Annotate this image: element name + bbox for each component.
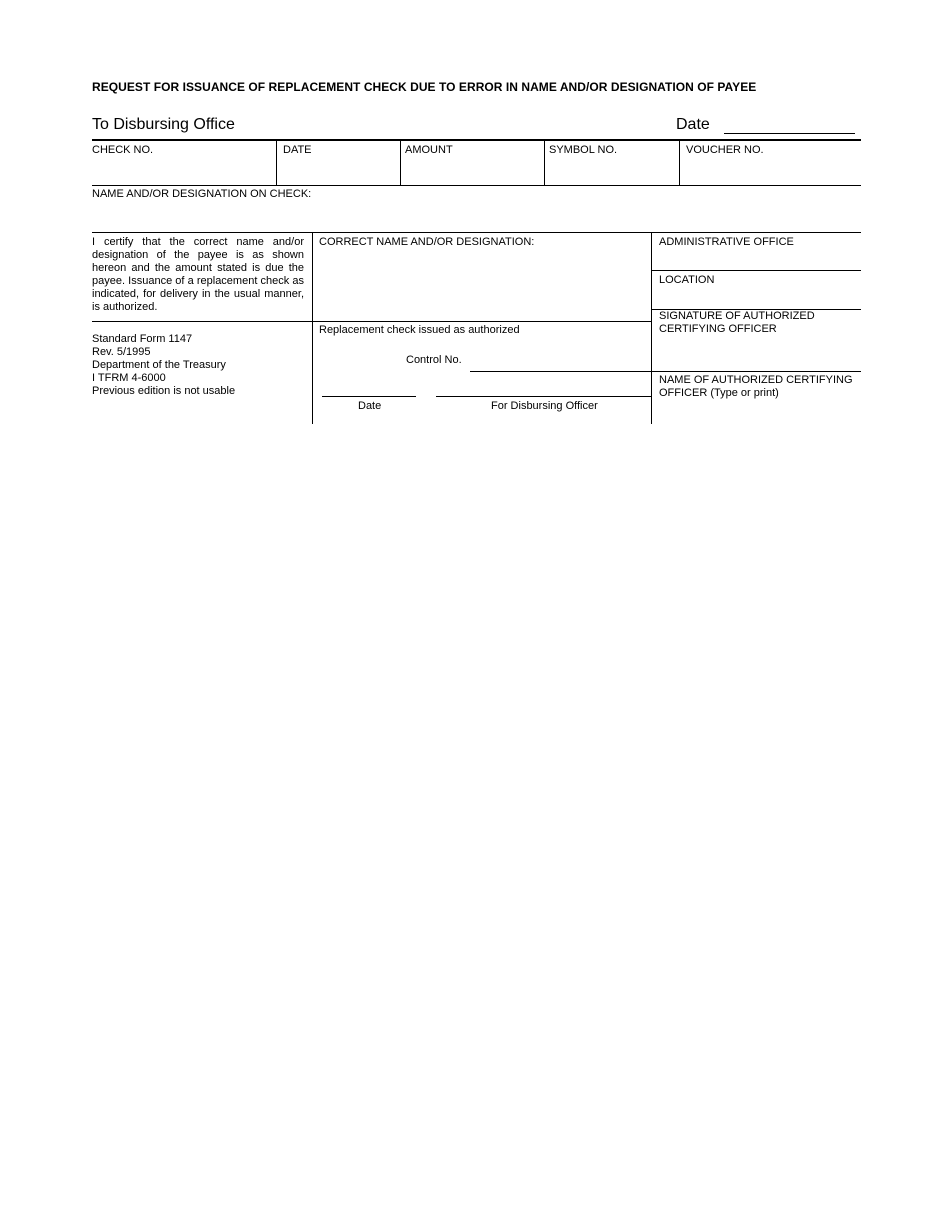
voucher-no-field[interactable] <box>681 158 859 184</box>
signature-label-line: CERTIFYING OFFICER <box>659 323 777 335</box>
correct-name-field[interactable] <box>316 252 648 318</box>
name-on-check-field[interactable] <box>92 202 860 230</box>
control-no-label: Control No. <box>406 354 462 366</box>
form-number: Standard Form 1147 <box>92 333 193 345</box>
revision-date: Rev. 5/1995 <box>92 346 151 358</box>
disbursing-date-label: Date <box>358 400 382 412</box>
replacement-issued-text: Replacement check issued as authorized <box>319 324 520 336</box>
name-officer-label <box>659 374 853 400</box>
disbursing-officer-signature-field[interactable] <box>436 396 651 397</box>
department: Department of the Treasury <box>92 359 226 371</box>
administrative-office-label: ADMINISTRATIVE OFFICE <box>659 236 794 248</box>
voucher-no-label: VOUCHER NO. <box>686 144 764 156</box>
name-on-check-label: NAME AND/OR DESIGNATION ON CHECK: <box>92 188 312 200</box>
form-title: REQUEST FOR ISSUANCE OF REPLACEMENT CHECK DUE TO ERROR IN NAME AND/OR DESIGNATION OF PAYEE <box>92 80 757 94</box>
name-officer-label-line: OFFICER (Type or print) <box>659 387 779 399</box>
divider <box>544 140 545 185</box>
edition-note: Previous edition is not usable <box>92 385 236 397</box>
signature-label <box>659 310 815 336</box>
location-label: LOCATION <box>659 274 715 286</box>
check-date-field[interactable] <box>278 158 398 184</box>
divider <box>400 140 401 185</box>
divider <box>652 371 861 372</box>
location-field[interactable] <box>654 288 859 307</box>
divider <box>92 185 861 186</box>
amount-label: AMOUNT <box>405 144 453 156</box>
header-date-field[interactable] <box>724 133 855 134</box>
form-footer <box>92 333 235 398</box>
check-no-label: CHECK NO. <box>92 144 154 156</box>
symbol-no-field[interactable] <box>546 158 677 184</box>
to-disbursing-office-label: To Disbursing Office <box>92 116 235 133</box>
amount-field[interactable] <box>402 158 542 184</box>
symbol-no-label: SYMBOL NO. <box>549 144 618 156</box>
divider <box>92 321 652 322</box>
divider <box>276 140 277 185</box>
signature-label-line: SIGNATURE OF AUTHORIZED <box>659 310 815 322</box>
header-rule <box>92 139 861 141</box>
divider <box>679 140 680 185</box>
certification-statement: I certify that the correct name and/or designation of the payee is as shown hereon and the amount stated is due the payee. Issuance of a replacement check as indicated, for delivery in the usual manner, is authorized. <box>92 236 304 313</box>
divider <box>312 233 313 424</box>
administrative-office-field[interactable] <box>654 250 859 268</box>
check-no-field[interactable] <box>92 158 274 184</box>
divider <box>651 233 652 424</box>
disbursing-date-field[interactable] <box>322 396 416 397</box>
tfrm-reference: I TFRM 4-6000 <box>92 372 166 384</box>
name-officer-field[interactable] <box>654 402 859 422</box>
divider <box>92 232 861 233</box>
name-officer-label-line: NAME OF AUTHORIZED CERTIFYING <box>659 374 853 386</box>
header-date-label: Date <box>676 116 710 133</box>
divider <box>652 270 861 271</box>
correct-name-label: CORRECT NAME AND/OR DESIGNATION: <box>319 236 535 248</box>
control-no-field[interactable] <box>470 371 652 372</box>
signature-field[interactable] <box>654 338 859 369</box>
disbursing-officer-label: For Disbursing Officer <box>491 400 598 412</box>
check-date-label: DATE <box>283 144 312 156</box>
